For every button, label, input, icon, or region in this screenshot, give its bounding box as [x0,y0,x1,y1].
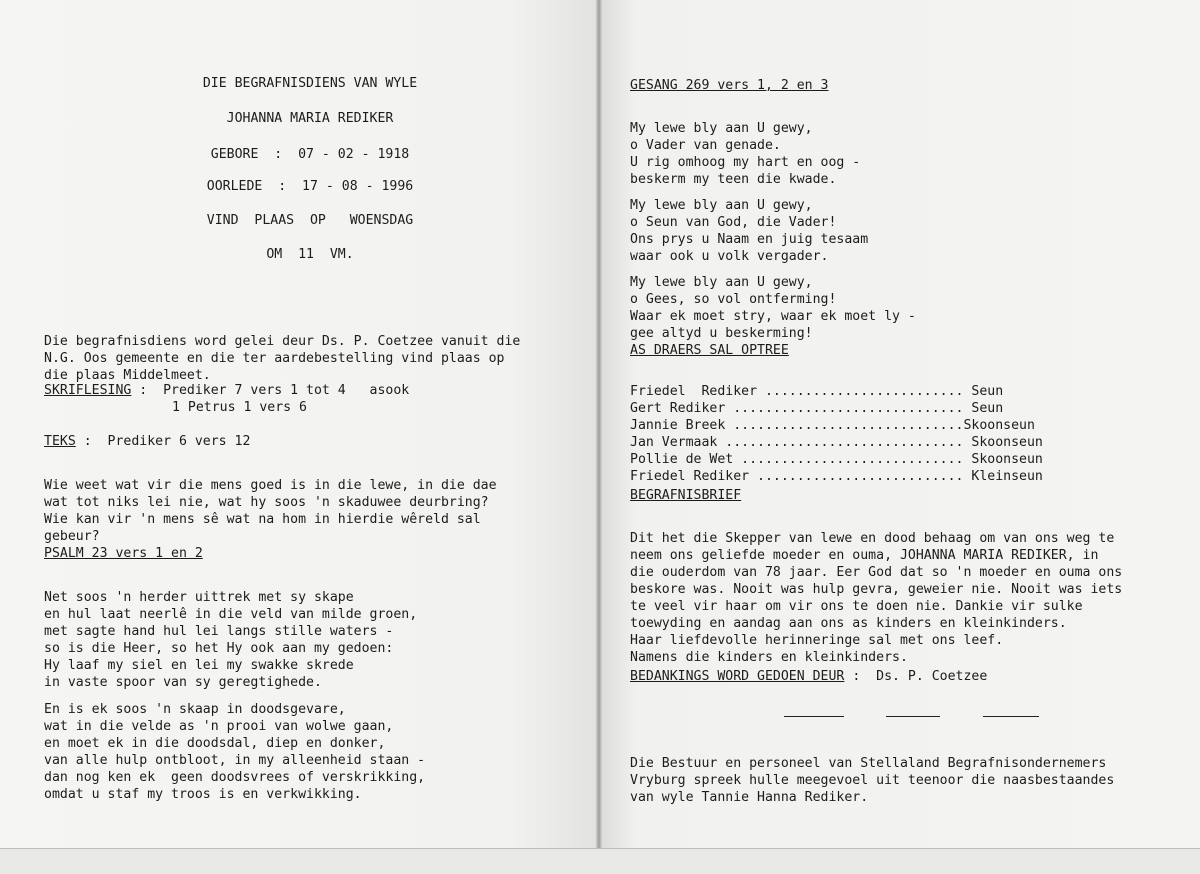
header-day: VIND PLAAS OP WOENSDAG [206,213,414,228]
intro-line: Die begrafnisdiens word gelei deur Ds. P. Coetzee vanuit die [44,334,521,349]
gesang-line: My lewe bly aan U gewy, [630,275,813,290]
brief-line: Dit het die Skepper van lewe en dood behaag om van ons weg te [630,531,1115,546]
brief-body [630,513,1122,683]
skriflesing [44,382,409,399]
psalm-line: en hul laat neerlê in die veld van milde groen, [44,607,418,622]
list-item: Pollie de Wet ............................ Skoonseun [630,452,1043,467]
gesang-line: My lewe bly aan U gewy, [630,198,813,213]
header-name: JOHANNA MARIA REDIKER [226,111,394,126]
page-fold [596,0,602,848]
brief-line: beskore was. Nooit was hulp gevra, geweier nie. Nooit was iets [630,582,1123,597]
closing-paragraph [630,738,1114,823]
brief-heading: BEGRAFNISBRIEF [630,488,742,503]
brief-line: Haar liefdevolle herinneringe sal met ons leef. [630,633,1004,648]
bedankings-value: : Ds. P. Coetzee [844,669,988,684]
psalm-stanza-2 [44,684,425,820]
gesang-line: o Gees, so vol ontferming! [630,292,837,307]
list-item: Friedel Rediker ......................... Seun [630,384,1004,399]
divider-dash [784,716,844,717]
gesang-heading: GESANG 269 vers 1, 2 en 3 [630,78,829,93]
list-item: Jannie Breek .............................Skoonseun [630,418,1035,433]
psalm-line: so is die Heer, so het Hy ook aan my gedoen: [44,641,394,656]
teks-label: TEKS [44,434,76,449]
skriflesing-label: SKRIFLESING [44,383,132,398]
gesang-line: gee altyd u beskerming! [630,326,813,341]
brief-line: toewyding en aandag aan ons as kinders en kleinkinders. [630,616,1067,631]
header-title: DIE BEGRAFNISDIENS VAN WYLE [202,76,418,91]
list-item: Gert Rediker ............................. Seun [630,401,1004,416]
teks-value: : Prediker 6 vers 12 [75,434,251,449]
header-time: OM 11 VM. [266,247,354,262]
psalm-line: Net soos 'n herder uittrek met sy skape [44,590,354,605]
closing-line: van wyle Tannie Hanna Rediker. [630,790,869,805]
bedankings-label: BEDANKINGS WORD GEDOEN DEUR [630,669,845,684]
gesang-line: Waar ek moet stry, waar ek moet ly - [630,309,916,324]
gesang-line: beskerm my teen die kwade. [630,172,837,187]
list-item: Jan Vermaak .............................. Skoonseun [630,435,1043,450]
gesang-line: U rig omhoog my hart en oog - [630,155,861,170]
brief-line: Namens die kinders en kleinkinders. [630,650,908,665]
bedankings [630,668,987,685]
closing-line: Vryburg spreek hulle meegevoel uit teenoor die naasbestaandes [630,773,1115,788]
divider-dash [983,716,1039,717]
teks-line: gebeur? [44,529,100,544]
psalm-line: in vaste spoor van sy geregtighede. [44,675,322,690]
brief-line: die ouderdom van 78 jaar. Eer God dat so 'n moeder en ouma ons [630,565,1123,580]
closing-line: Die Bestuur en personeel van Stellaland Begrafnisondernemers [630,756,1107,771]
teks-line: Wie weet wat vir die mens goed is in die lewe, in die dae [44,478,497,493]
gesang-line: waar ook u volk vergader. [630,249,829,264]
psalm-heading: PSALM 23 vers 1 en 2 [44,546,203,561]
psalm-line: En is ek soos 'n skaap in doodsgevare, [44,702,346,717]
psalm-line: dan nog ken ek geen doodsvrees of verskrikking, [44,770,426,785]
bottom-edge [0,848,1200,874]
gesang-line: My lewe bly aan U gewy, [630,121,813,136]
skriflesing-line2: 1 Petrus 1 vers 6 [172,400,307,415]
intro-line: N.G. Oos gemeente en die ter aardebestelling vind plaas op [44,351,505,366]
psalm-line: van alle hulp ontbloot, in my alleenheid staan - [44,753,426,768]
skriflesing-value: : Prediker 7 vers 1 tot 4 asook [131,383,410,398]
gesang-line: o Seun van God, die Vader! [630,215,837,230]
teks-line: Wie kan vir 'n mens sê wat na hom in hierdie wêreld sal [44,512,481,527]
teks-line: wat tot niks lei nie, wat hy soos 'n skaduwee deurbring? [44,495,489,510]
list-item: Friedel Rediker .......................... Kleinseun [630,469,1043,484]
header-died: OORLEDE : 17 - 08 - 1996 [206,179,414,194]
gesang-line: o Vader van genade. [630,138,781,153]
brief-line: neem ons geliefde moeder en ouma, JOHANNA MARIA REDIKER, in [630,548,1099,563]
divider-dash [886,716,940,717]
psalm-line: met sagte hand hul lei langs stille waters - [44,624,394,639]
psalm-line: en moet ek in die doodsdal, diep en donker, [44,736,386,751]
psalm-line: wat in die velde as 'n prooi van wolwe gaan, [44,719,394,734]
teks [44,433,250,450]
header-born: GEBORE : 07 - 02 - 1918 [210,147,410,162]
intro-line: die plaas Middelmeet. [44,368,211,383]
draers-list [630,366,1043,502]
draers-heading: AS DRAERS SAL OPTREE [630,343,789,358]
psalm-line: Hy laaf my siel en lei my swakke skrede [44,658,354,673]
psalm-line: omdat u staf my troos is en verkwikking. [44,787,362,802]
gesang-line: Ons prys u Naam en juig tesaam [630,232,869,247]
brief-line: te veel vir haar om vir ons te doen nie. Dankie vir sulke [630,599,1083,614]
